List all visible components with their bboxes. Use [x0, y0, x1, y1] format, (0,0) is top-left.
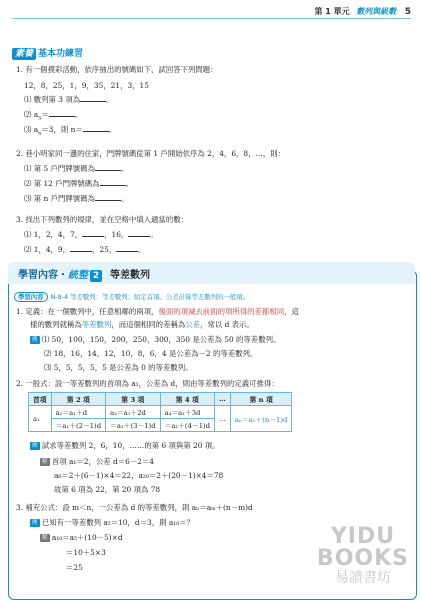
- gen-solution1: 解 首項 a₁＝2，公差 d＝6－2＝4: [42, 457, 154, 466]
- section-title: 基本功練習: [38, 49, 84, 59]
- def-example1: 例 ⑴ 50，100，150，200，250，300，350 是公差為 50 的等差數列。: [32, 335, 281, 344]
- section-heading: [12, 46, 83, 59]
- unit-number: 2: [90, 270, 102, 282]
- learning-content-tag: 學習內容 N-8-4 等差數列：等差數列；給定首項、公差計算等差數列的一般項。: [14, 292, 249, 301]
- q2-part2: ⑵ 第 12 戶門牌號碼為 。: [24, 179, 133, 188]
- def-line1: 1. 定義：在一個數列中，任意相鄰的兩項，後面的項減去前面的項所得的差都相同，這: [16, 307, 299, 316]
- q3-part1: ⑴ 1，2，4，7， ，16， 。: [24, 230, 158, 239]
- example-icon: 例: [32, 520, 38, 526]
- sup-solution2: ＝10＋5×3: [66, 548, 106, 557]
- gen-solution3: 故第 6 項為 22，第 20 項為 78: [54, 485, 161, 494]
- sup-solution1: 解 a₁₀＝a₅＋(10－5)×d: [42, 533, 123, 542]
- q2-part1: ⑴ 第 5 戶門牌號碼為 。: [24, 164, 129, 173]
- q3-stem: 3. 找出下列數列的規律，並在空格中填入適當的數：: [16, 215, 188, 224]
- q1-part1: ⑴ 數列第 3 項為 。: [24, 95, 114, 104]
- page-number: 5: [404, 7, 411, 17]
- answer-blank[interactable]: [128, 229, 150, 237]
- publisher-watermark: YIDU BOOKS 易讀書坊: [316, 524, 409, 586]
- gen-solution2: a₆＝2＋(6－1)×4＝22，a₂₀＝2＋(20－1)×4＝78: [54, 471, 224, 480]
- unit-name: 等差數列: [110, 270, 150, 281]
- example-icon: 例: [32, 443, 38, 449]
- gen-line: 2. 一般式：設一等差數列的首項為 a₁，公差為 d，則由等差數列的定義可推得：: [16, 379, 279, 388]
- answer-blank[interactable]: [95, 163, 121, 171]
- general-term-table: 首項 第 2 項 第 3 項 第 4 項 … 第 n 項 a₁ a₂＝a₁＋d a₃＝a₁＋2d a₄＝a₁＋3d … aₙ＝a₁＋(n－1)d ＝a₁＋(2－1)d ＝a₁＋(3－1)d ＝a₁＋(4－1)d: [28, 392, 292, 432]
- header-divider: [12, 18, 411, 19]
- q2-stem: 2. 巷小明家同一邊的住家，門牌號碼從第 1 戶開始依序為 2，4，6，8，…，則：: [16, 149, 286, 158]
- q2-part3: ⑶ 第 n 戶門牌號碼為 。: [24, 194, 129, 203]
- sup-solution3: ＝25: [66, 563, 83, 572]
- q3-part2: ⑵ 1，4，9， ，25， 。: [24, 245, 146, 254]
- gen-example: 例 試求等差數列 2，6，10，……的第 6 項與第 20 項。: [32, 441, 220, 450]
- unit-title: 學習內容・統整 2 等差數列: [18, 270, 150, 281]
- answer-blank[interactable]: [95, 193, 121, 201]
- q1-stem: 1. 有一個摸彩活動，依序抽出的號碼如下，試回答下列問題：: [16, 65, 218, 74]
- example-icon: 例: [32, 337, 38, 343]
- sup-line: 3. 補充公式：設 m＜n，一公差為 d 的等差數列，則 aₙ＝aₘ＋(n－m)d: [16, 503, 253, 512]
- def-line2: 樣的數列就稱為等差數列，而這個相同的差稱為公差，常以 d 表示。: [30, 320, 254, 329]
- answer-blank[interactable]: [70, 244, 92, 252]
- q1-part2: ⑵ $a_5=$ 。: [24, 110, 83, 122]
- q1-part3: ⑶ $a_n=3$，則 n＝ 。: [24, 125, 117, 137]
- answer-blank[interactable]: [80, 94, 106, 102]
- answer-blank[interactable]: [49, 109, 75, 117]
- answer-blank[interactable]: [82, 229, 104, 237]
- page-header: [315, 6, 412, 17]
- chapter-title: 數列與級數: [356, 7, 397, 16]
- solution-icon: 解: [42, 459, 48, 465]
- solution-icon: 解: [42, 535, 48, 541]
- sup-example: 例 已知有一等差數列 a₅＝10，d＝3，則 a₁₀＝？: [32, 518, 194, 527]
- def-example3: ⑶ 5，5，5，5，5 是公差為 0 的等差數列。: [44, 363, 193, 372]
- answer-blank[interactable]: [116, 244, 138, 252]
- section-badge: 素養: [12, 48, 36, 60]
- unit-label: 第 1 單元: [314, 7, 350, 16]
- q1-sequence: 12，8，25，1，9，35，21，3，15: [24, 81, 149, 90]
- def-example2: ⑵ 18，16，14，12，10，8，6，4 是公差為－2 的等差數列。: [44, 349, 258, 358]
- answer-blank[interactable]: [100, 178, 126, 186]
- answer-blank[interactable]: [83, 124, 109, 132]
